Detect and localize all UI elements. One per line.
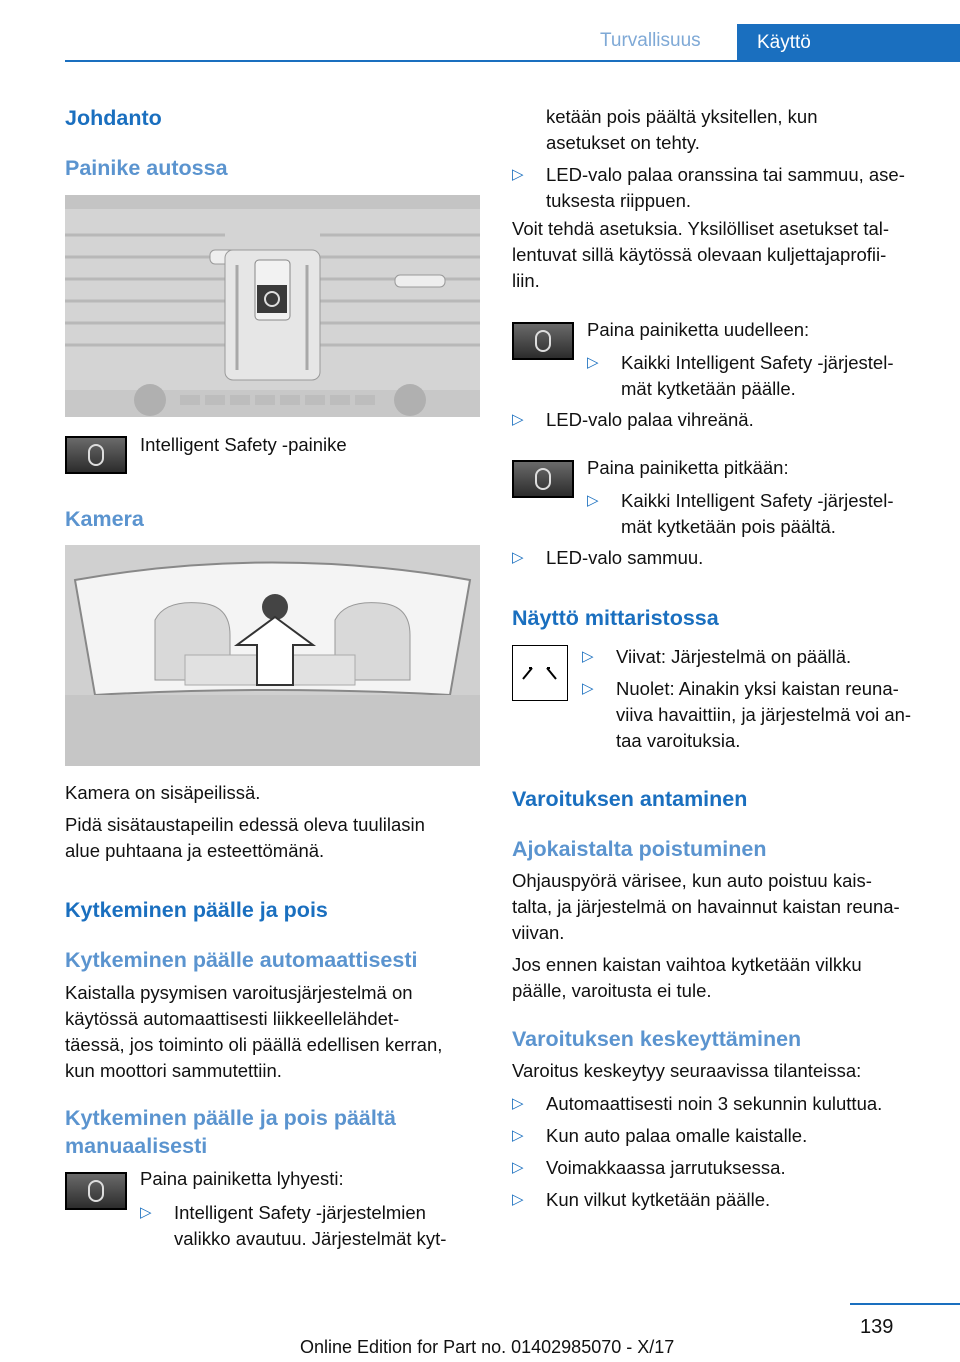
footer-edition-note: Online Edition for Part no. 01402985070 - X/17	[300, 1337, 675, 1357]
dashboard-button-photo	[65, 195, 480, 417]
ajokaista-paragraph: Ohjauspyörä värisee, kun auto poistuu kais- talta, ja järjestelmä on havainnut kaistan reuna- viivan.	[512, 870, 900, 943]
auto-paragraph: Kaistalla pysymisen varoitusjärjestelmä on käytössä automaattisesti liikkeellelähdet- täessä, jos toiminto oli päällä edellisen kerran, kun moottori sammutettiin.	[65, 982, 443, 1081]
bullet-triangle-icon: ▷	[587, 354, 599, 371]
kamera-keep-clear-text: Pidä sisätaustapeilin edessä oleva tuulilasin alue puhtaana ja esteettömänä.	[65, 814, 425, 861]
heading-varoituksen-antaminen: Varoituksen antaminen	[512, 787, 748, 811]
manual-lead-text: Paina painiketta lyhyesti:	[140, 1168, 344, 1189]
caption-safety-button: Intelligent Safety -painike	[140, 434, 347, 455]
bullet-triangle-icon: ▷	[582, 680, 594, 697]
keskeytys-lead: Varoitus keskeytyy seuraavissa tilanteissa:	[512, 1060, 862, 1081]
heading-naytto-mittaristossa: Näyttö mittaristossa	[512, 606, 719, 630]
lane-markings-icon	[512, 645, 568, 701]
bullet-triangle-icon: ▷	[587, 492, 599, 509]
bullet-triangle-icon: ▷	[512, 1127, 524, 1144]
settings-paragraph: Voit tehdä asetuksia. Yksilölliset asetukset tal- lentuvat sillä käytössä olevaan kuljettajaprofii- liin.	[512, 218, 890, 291]
button-long-press-icon	[512, 460, 574, 498]
heading-kytkeminen: Kytkeminen päälle ja pois	[65, 898, 328, 922]
continued-bullet-text: ketään pois päältä yksitellen, kun asetukset on tehty.	[546, 106, 818, 153]
heading-kytkeminen-automaattisesti: Kytkeminen päälle automaattisesti	[65, 948, 418, 972]
heading-varoituksen-keskeyttaminen: Varoituksen keskeyttäminen	[512, 1027, 802, 1051]
vilkku-paragraph: Jos ennen kaistan vaihtoa kytketään vilkku päälle, varoitusta ei tule.	[512, 954, 862, 1001]
bullet-triangle-icon: ▷	[512, 1095, 524, 1112]
bullet-triangle-icon: ▷	[582, 648, 594, 665]
bullet-triangle-icon: ▷	[512, 166, 524, 183]
button-short-press-icon	[65, 1172, 127, 1210]
button-press-again-icon	[512, 322, 574, 360]
heading-johdanto: Johdanto	[65, 106, 162, 130]
heading-kytkeminen-manuaalisesti: Kytkeminen päälle ja pois päältä manuaalisesti	[65, 1106, 396, 1158]
bullet-triangle-icon: ▷	[512, 549, 524, 566]
intelligent-safety-button-icon	[65, 436, 127, 474]
long-lead-text: Paina painiketta pitkään:	[587, 457, 789, 478]
footer-rule	[850, 1303, 960, 1305]
header-tab-turvallisuus: Turvallisuus	[600, 30, 701, 51]
bullet-triangle-icon: ▷	[140, 1204, 152, 1221]
bullet-triangle-icon: ▷	[512, 411, 524, 428]
header-rule	[65, 60, 960, 62]
page-number: 139	[860, 1316, 894, 1338]
heading-kamera: Kamera	[65, 507, 144, 531]
again-lead-text: Paina painiketta uudelleen:	[587, 319, 810, 340]
bullet-triangle-icon: ▷	[512, 1159, 524, 1176]
kamera-location-text: Kamera on sisäpeilissä.	[65, 782, 261, 803]
bullet-triangle-icon: ▷	[512, 1191, 524, 1208]
heading-ajokaistalta-poistuminen: Ajokaistalta poistuminen	[512, 837, 767, 861]
camera-photo	[65, 545, 480, 766]
header-tab-kaytto: Käyttö	[737, 24, 960, 62]
heading-painike-autossa: Painike autossa	[65, 156, 228, 180]
